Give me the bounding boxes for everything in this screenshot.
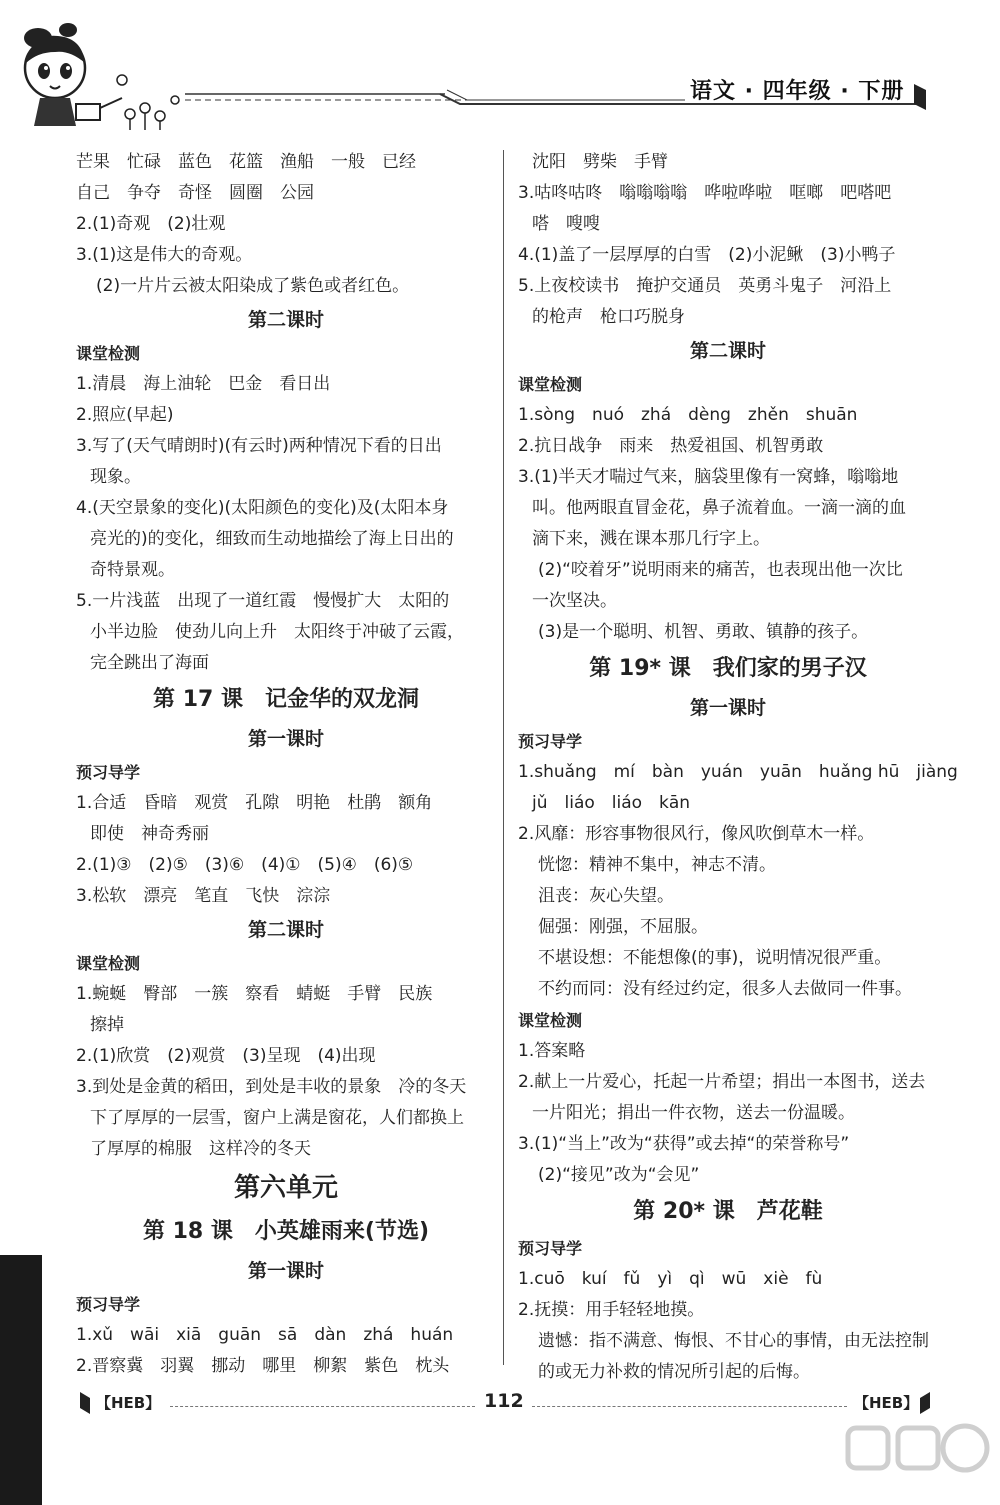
left-lesson-title: 第 17 课 记金华的双龙洞: [153, 687, 419, 712]
footer-left-dashed-line: [170, 1406, 475, 1407]
left-line: 2.(1)③ (2)⑤ (3)⑥ (4)① (5)④ (6)⑤: [76, 855, 414, 875]
right-column: [518, 147, 958, 1388]
column-divider: [503, 150, 504, 1365]
left-subheading: 预习导学: [76, 1295, 141, 1314]
left-section-heading: 第一课时: [247, 728, 324, 750]
right-line: 2.抗日战争 雨来 热爱祖国、机智勇敢: [518, 436, 824, 456]
right-line: 4.(1)盖了一层厚厚的白雪 (2)小泥鳅 (3)小鸭子: [518, 245, 896, 265]
right-line: 嗒 嗖嗖: [532, 214, 600, 234]
left-section-heading: 第二课时: [247, 309, 324, 331]
right-line: 滴下来，溅在课本那几行字上。: [532, 529, 770, 549]
left-line: 芒果 忙碌 蓝色 花篮 渔船 一般 已经: [76, 152, 416, 172]
footer-right-tag: 【HEB】: [854, 1394, 919, 1412]
right-line: 遗憾：指不满意、悔恨、不甘心的事情，由无法控制: [538, 1331, 929, 1351]
left-column: [76, 147, 496, 1382]
right-subheading: 预习导学: [518, 732, 583, 751]
right-line: 恍惚：精神不集中，神志不清。: [538, 855, 776, 875]
right-line: 5.上夜校读书 掩护交通员 英勇斗鬼子 河沿上: [518, 276, 892, 296]
right-line: 的或无力补救的情况所引起的后悔。: [538, 1362, 810, 1382]
left-line: 现象。: [90, 467, 141, 487]
right-line: 1.cuō kuí fǔ yì qì wū xiè fù: [518, 1269, 823, 1289]
left-line: (2)一片片云被太阳染成了紫色或者红色。: [96, 276, 410, 296]
footer-right-arrow-icon: [918, 1390, 932, 1416]
left-line: 3.(1)这是伟大的奇观。: [76, 245, 253, 265]
header-page-tab-icon: [910, 82, 930, 112]
left-line: 擦掉: [90, 1015, 124, 1035]
right-subheading: 课堂检测: [518, 375, 583, 394]
right-line: 2.抚摸：用手轻轻地摸。: [518, 1300, 705, 1320]
right-line: 一次坚决。: [532, 591, 617, 611]
right-line: 3.(1)半天才喘过气来，脑袋里像有一窝蜂，嗡嗡地: [518, 467, 899, 487]
left-subheading: 课堂检测: [76, 954, 141, 973]
left-line: 自己 争夺 奇怪 圆圈 公园: [76, 183, 314, 203]
right-line: 倔强：刚强，不屈服。: [538, 917, 708, 937]
footer-right-dashed-line: [532, 1406, 847, 1407]
left-subheading: 课堂检测: [76, 344, 141, 363]
right-line: 的枪声 枪口巧脱身: [532, 307, 685, 327]
left-line: 2.(1)奇观 (2)壮观: [76, 214, 226, 234]
right-subheading: 预习导学: [518, 1239, 583, 1258]
left-line: 下了厚厚的一层雪，窗户上满是窗花，人们都换上: [90, 1108, 464, 1128]
right-line: 1.sòng nuó zhá dèng zhěn shuān: [518, 405, 858, 425]
left-line: 2.(1)欣赏 (2)观赏 (3)呈现 (4)出现: [76, 1046, 376, 1066]
left-line: 1.清晨 海上油轮 巴金 看日出: [76, 374, 331, 394]
right-line: 沮丧：灰心失望。: [538, 886, 674, 906]
right-subheading: 课堂检测: [518, 1011, 583, 1030]
footer-left-tag: 【HEB】: [96, 1394, 161, 1412]
right-line: 1.答案略: [518, 1041, 586, 1061]
left-line: 3.松软 漂亮 笔直 飞快 淙淙: [76, 886, 331, 906]
right-lesson-title: 第 20* 课 芦花鞋: [633, 1199, 823, 1224]
left-line: 3.写了(天气晴朗时)(有云时)两种情况下看的日出: [76, 436, 442, 456]
right-lesson-title: 第 19* 课 我们家的男子汉: [589, 656, 867, 681]
right-line: 3.(1)“当上”改为“获得”或去掉“的荣誉称号”: [518, 1134, 850, 1154]
left-line: 小半边脸 使劲儿向上升 太阳终于冲破了云霞，: [90, 622, 464, 642]
left-lesson-title: 第 18 课 小英雄雨来(节选): [142, 1219, 430, 1244]
left-line: 4.(天空景象的变化)(太阳颜色的变化)及(太阳本身: [76, 498, 449, 518]
right-section-heading: 第一课时: [689, 697, 766, 719]
book-title: 语文 · 四年级 · 下册: [690, 79, 905, 104]
left-section-heading: 第二课时: [247, 919, 324, 941]
page-header: [0, 0, 1000, 140]
left-line: 2.晋察冀 羽翼 挪动 哪里 柳絮 紫色 枕头: [76, 1356, 450, 1376]
right-line: 2.风靡：形容事物很风行，像风吹倒草木一样。: [518, 824, 875, 844]
right-line: (2)“咬着牙”说明雨来的痛苦，也表现出他一次比: [538, 560, 903, 580]
left-line: 3.到处是金黄的稻田，到处是丰收的景象 冷的冬天: [76, 1077, 467, 1097]
page-edge-shadow: [0, 1255, 42, 1505]
site-watermark-logo-icon: [840, 1420, 1000, 1505]
footer-left-arrow-icon: [78, 1390, 92, 1416]
page-number: 112: [484, 1390, 524, 1412]
left-line: 亮光的)的变化，细致而生动地描绘了海上日出的: [90, 529, 454, 549]
left-line: 1.蜿蜒 臀部 一簇 察看 蜻蜓 手臂 民族: [76, 984, 433, 1004]
left-unit-title: 第六单元: [233, 1173, 338, 1203]
right-line: 3.咕咚咕咚 嗡嗡嗡嗡 哗啦哗啦 哐啷 吧嗒吧: [518, 183, 892, 203]
cartoon-girl-mascot-icon: [10, 8, 185, 133]
left-line: 5.一片浅蓝 出现了一道红霞 慢慢扩大 太阳的: [76, 591, 450, 611]
left-section-heading: 第一课时: [247, 1260, 324, 1282]
right-line: (2)“接见”改为“会见”: [538, 1165, 700, 1185]
right-line: (3)是一个聪明、机智、勇敢、镇静的孩子。: [538, 622, 869, 642]
right-line: 一片阳光；捐出一件衣物，送去一份温暖。: [532, 1103, 855, 1123]
right-line: 1.shuǎng mí bàn yuán yuān huǎng hū jiàng: [518, 762, 958, 782]
right-line: 不堪设想：不能想像(的事)，说明情况很严重。: [538, 948, 892, 968]
right-line: 2.献上一片爱心，托起一片希望；捐出一本图书，送去: [518, 1072, 926, 1092]
right-line: 不约而同：没有经过约定，很多人去做同一件事。: [538, 979, 912, 999]
left-line: 奇特景观。: [90, 560, 175, 580]
left-line: 完全跳出了海面: [90, 653, 209, 673]
left-subheading: 预习导学: [76, 763, 141, 782]
left-line: 1.xǔ wāi xiā guān sā dàn zhá huán: [76, 1325, 454, 1345]
right-line: 叫。他两眼直冒金花，鼻子流着血。一滴一滴的血: [532, 498, 906, 518]
right-line: jǔ liáo liáo kān: [532, 793, 691, 813]
left-line: 1.合适 昏暗 观赏 孔隙 明艳 杜鹃 额角: [76, 793, 433, 813]
left-line: 2.照应(早起): [76, 405, 174, 425]
left-line: 了厚厚的棉服 这样冷的冬天: [90, 1139, 311, 1159]
left-line: 即使 神奇秀丽: [90, 824, 209, 844]
right-line: 沈阳 劈柴 手臂: [532, 152, 668, 172]
right-section-heading: 第二课时: [689, 340, 766, 362]
